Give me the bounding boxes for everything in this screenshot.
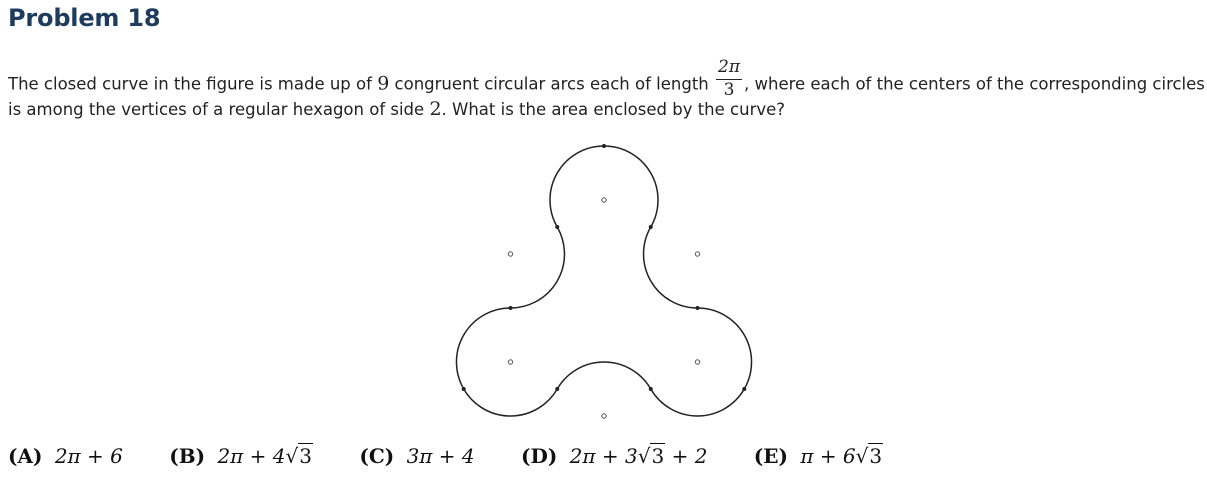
fraction-numerator: 2π — [718, 57, 740, 77]
arc-junction-point — [555, 225, 559, 229]
curve-arc — [644, 227, 698, 308]
curve-arc — [651, 389, 745, 416]
choice-label: (B) — [169, 444, 206, 468]
choice-label: (A) — [8, 444, 43, 468]
curve-arc — [557, 362, 651, 389]
problem-title: Problem 18 — [8, 4, 161, 32]
arc-junction-point — [649, 387, 653, 391]
choice-label: (E) — [753, 444, 788, 468]
circle-center-marker — [508, 252, 512, 256]
curve-figure — [440, 135, 770, 435]
choice-expression: π + 6 — [800, 444, 856, 468]
circle-center-marker — [695, 252, 699, 256]
arc-junction-point — [742, 387, 746, 391]
curve-arc — [510, 227, 564, 308]
choice-e[interactable] — [754, 444, 883, 468]
statement-text: The closed curve in the figure is made up of — [8, 74, 372, 94]
circle-center-marker — [602, 414, 606, 418]
circle-center-marker — [602, 198, 606, 202]
choice-label: (C) — [359, 444, 395, 468]
curve-arc — [456, 308, 510, 389]
arc-junction-point — [696, 306, 700, 310]
choice-expression: 3π + 4 — [406, 444, 475, 468]
curve-arc — [604, 146, 658, 227]
statement-text: is among the vertices of a regular hexagon of side — [8, 100, 425, 119]
arc-count: 9 — [377, 72, 390, 95]
arc-junction-point — [602, 144, 606, 148]
radicand: 3 — [299, 444, 313, 468]
choice-expression: 2π + 3 — [569, 444, 638, 468]
curve-arc — [464, 389, 558, 416]
sqrt-expression: √3 — [855, 444, 883, 468]
answer-choices — [8, 444, 923, 468]
problem-statement-line-2 — [8, 98, 1203, 120]
arc-junction-point — [649, 225, 653, 229]
radicand: 3 — [869, 444, 883, 468]
choice-label: (D) — [521, 444, 558, 468]
circle-center-marker — [508, 360, 512, 364]
choice-expression: 2π + 6 — [54, 444, 123, 468]
statement-text: congruent circular arcs each of length — [394, 74, 709, 94]
curve-arc — [698, 308, 752, 389]
circle-center-marker — [695, 360, 699, 364]
curve-arc — [550, 146, 604, 227]
statement-text: . What is the area enclosed by the curve? — [441, 100, 786, 119]
choice-a[interactable] — [8, 444, 123, 468]
radicand: 3 — [651, 444, 665, 468]
arc-junction-point — [508, 306, 512, 310]
hexagon-side: 2 — [429, 98, 442, 120]
arc-length-fraction — [716, 59, 742, 99]
fraction-denominator: 3 — [716, 79, 742, 99]
sqrt-expression: √3 — [285, 444, 313, 468]
choice-expression: 2π + 4 — [217, 444, 286, 468]
statement-text: , where each of the centers of the corresponding circles — [744, 74, 1205, 94]
sqrt-expression: √3 — [637, 444, 665, 468]
arc-junction-point — [462, 387, 466, 391]
choice-c[interactable] — [359, 444, 474, 468]
arc-junction-point — [555, 387, 559, 391]
choice-b[interactable] — [169, 444, 313, 468]
choice-suffix: + 2 — [671, 444, 708, 468]
choice-d[interactable] — [521, 444, 707, 468]
